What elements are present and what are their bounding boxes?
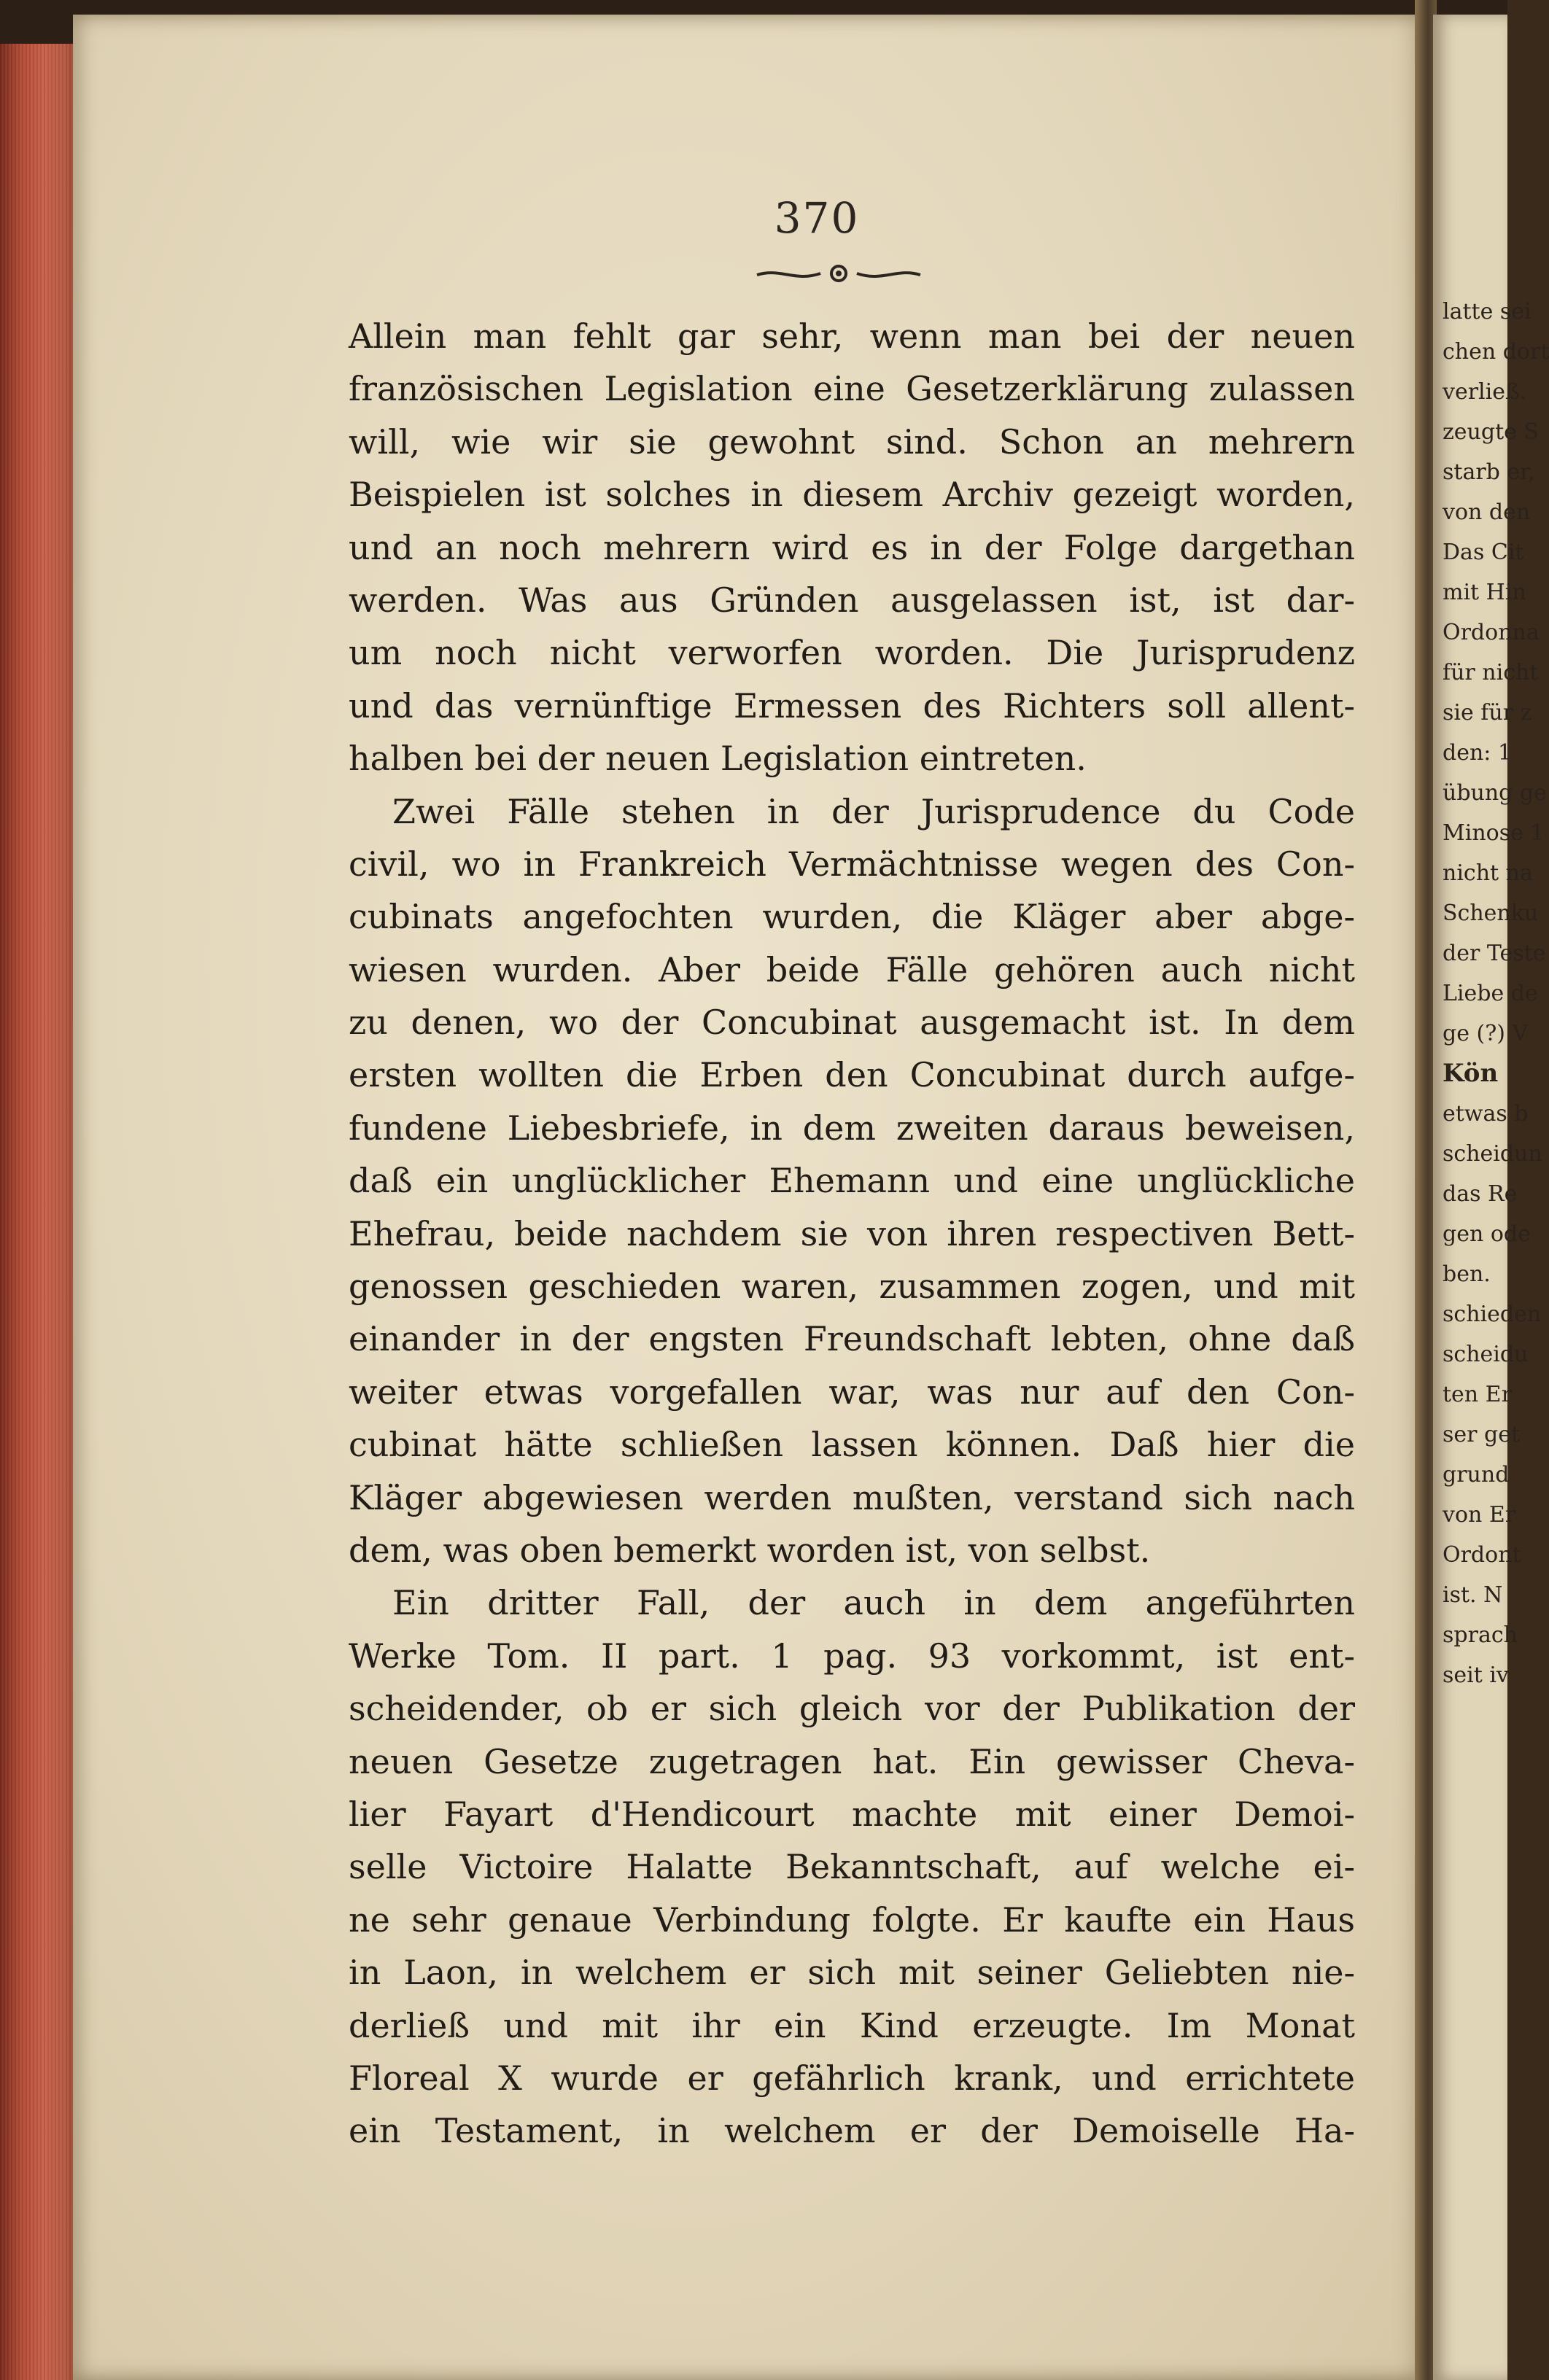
fragment-line: Liebe de	[1443, 981, 1538, 1006]
text-line: wiesen wurden. Aber beide Fälle gehören auch nicht	[349, 949, 1355, 989]
fragment-line: Minose 1	[1443, 820, 1545, 846]
fragment-line: Ordont	[1443, 1542, 1521, 1568]
text-line: ein Testament, in welchem er der Demoiselle Ha-	[349, 2111, 1355, 2151]
text-line: Ein dritter Fall, der auch in dem angeführten	[392, 1583, 1355, 1623]
fragment-line: Ordonna	[1443, 620, 1540, 645]
text-line: derließ und mit ihr ein Kind erzeugte. Im Monat	[349, 2005, 1355, 2045]
ornament-divider-icon	[751, 259, 926, 288]
fragment-line: ben.	[1443, 1261, 1491, 1287]
page-body-text	[349, 310, 1355, 2158]
text-line: Floreal X wurde er gefährlich krank, und errichtete	[349, 2058, 1355, 2098]
text-line: lier Fayart d'Hendicourt machte mit einer Demoi-	[349, 1794, 1355, 1834]
fragment-line: scheidun	[1443, 1141, 1542, 1167]
text-line: einander in der engsten Freundschaft lebten, ohne daß	[349, 1319, 1355, 1359]
fragment-line: zeugte S	[1443, 419, 1539, 445]
fragment-line: ge (?) V	[1443, 1021, 1529, 1046]
fragment-line: latte sei	[1443, 299, 1531, 324]
fragment-line: ist. N	[1443, 1582, 1503, 1608]
fragment-line: das Re	[1443, 1181, 1518, 1207]
fragment-line: übung ge	[1443, 780, 1547, 806]
fragment-line: gen ode	[1443, 1221, 1531, 1247]
text-line: fundene Liebesbriefe, in dem zweiten daraus beweisen,	[349, 1108, 1355, 1148]
text-line: dem, was oben bemerkt worden ist, von selbst.	[349, 1530, 1151, 1570]
text-line: Zwei Fälle stehen in der Jurisprudence du Code	[392, 791, 1355, 831]
text-line: französischen Legislation eine Gesetzerklärung zulassen	[349, 369, 1355, 409]
text-line: cubinat hätte schließen lassen können. Daß hier die	[349, 1425, 1355, 1465]
fragment-line: schieden	[1443, 1302, 1542, 1327]
fragment-line: starb er,	[1443, 459, 1535, 485]
text-line: werden. Was aus Gründen ausgelassen ist, ist dar-	[349, 580, 1355, 620]
text-line: um noch nicht verworfen worden. Die Jurisprudenz	[349, 633, 1355, 673]
fragment-line: Kön	[1443, 1059, 1499, 1088]
text-line: Beispielen ist solches in diesem Archiv gezeigt worden,	[349, 475, 1355, 515]
text-line: Ehefrau, beide nachdem sie von ihren respectiven Bett-	[349, 1213, 1355, 1253]
text-line: Kläger abgewiesen werden mußten, verstand sich nach	[349, 1477, 1355, 1517]
page-number: 370	[774, 193, 860, 243]
fragment-line: scheidu	[1443, 1342, 1529, 1367]
fragment-line: Schenku	[1443, 901, 1539, 926]
fragment-line: den: 1	[1443, 740, 1513, 766]
text-line: ne sehr genaue Verbindung folgte. Er kaufte ein Haus	[349, 1899, 1355, 1940]
fragment-line: von Er	[1443, 1502, 1516, 1528]
fragment-line: mit Hin	[1443, 580, 1526, 605]
fragment-line: für nicht	[1443, 660, 1539, 685]
text-line: und das vernünftige Ermessen des Richters soll allent-	[349, 685, 1355, 726]
fragment-line: chen dort	[1443, 339, 1549, 365]
fragment-line: verließ.	[1443, 379, 1527, 405]
text-line: Werke Tom. II part. 1 pag. 93 vorkommt, ist ent-	[349, 1636, 1355, 1676]
fragment-line: seit iv	[1443, 1662, 1509, 1688]
fragment-line: ser get	[1443, 1422, 1521, 1447]
text-line: und an noch mehrern wird es in der Folge dargethan	[349, 527, 1355, 567]
fragment-line: Das Cit	[1443, 540, 1524, 565]
text-line: selle Victoire Halatte Bekanntschaft, auf welche ei-	[349, 1847, 1355, 1887]
fragment-line: von den	[1443, 499, 1531, 525]
text-line: scheidender, ob er sich gleich vor der Publikation der	[349, 1689, 1355, 1729]
text-line: neuen Gesetze zugetragen hat. Ein gewisser Cheva-	[349, 1741, 1355, 1781]
fragment-line: grund	[1443, 1462, 1510, 1488]
text-line: cubinats angefochten wurden, die Kläger aber abge-	[349, 897, 1355, 937]
text-line: halben bei der neuen Legislation eintreten.	[349, 739, 1087, 779]
text-line: in Laon, in welchem er sich mit seiner Geliebten nie-	[349, 1953, 1355, 1993]
text-line: will, wie wir sie gewohnt sind. Schon an mehrern	[349, 421, 1355, 462]
fragment-line: etwas b	[1443, 1101, 1529, 1127]
text-line: ersten wollten die Erben den Concubinat durch aufge-	[349, 1055, 1355, 1095]
text-line: Allein man fehlt gar sehr, wenn man bei der neuen	[349, 316, 1355, 356]
fragment-line: sprach	[1443, 1622, 1518, 1648]
fragment-line: der Teste	[1443, 941, 1546, 966]
text-line: weiter etwas vorgefallen war, was nur auf den Con-	[349, 1372, 1355, 1412]
text-line: daß ein unglücklicher Ehemann und eine unglückliche	[349, 1161, 1355, 1201]
fragment-line: ten Er	[1443, 1382, 1512, 1407]
text-line: civil, wo in Frankreich Vermächtnisse wegen des Con-	[349, 844, 1355, 884]
text-line: genossen geschieden waren, zusammen zogen, und mit	[349, 1267, 1355, 1307]
next-page-text-fragments	[1443, 292, 1549, 1695]
fragment-line: nicht na	[1443, 860, 1533, 886]
fragment-line: sie für z	[1443, 700, 1532, 726]
book-page-edges	[0, 44, 80, 2380]
text-line: zu denen, wo der Concubinat ausgemacht ist. In dem	[349, 1003, 1355, 1043]
